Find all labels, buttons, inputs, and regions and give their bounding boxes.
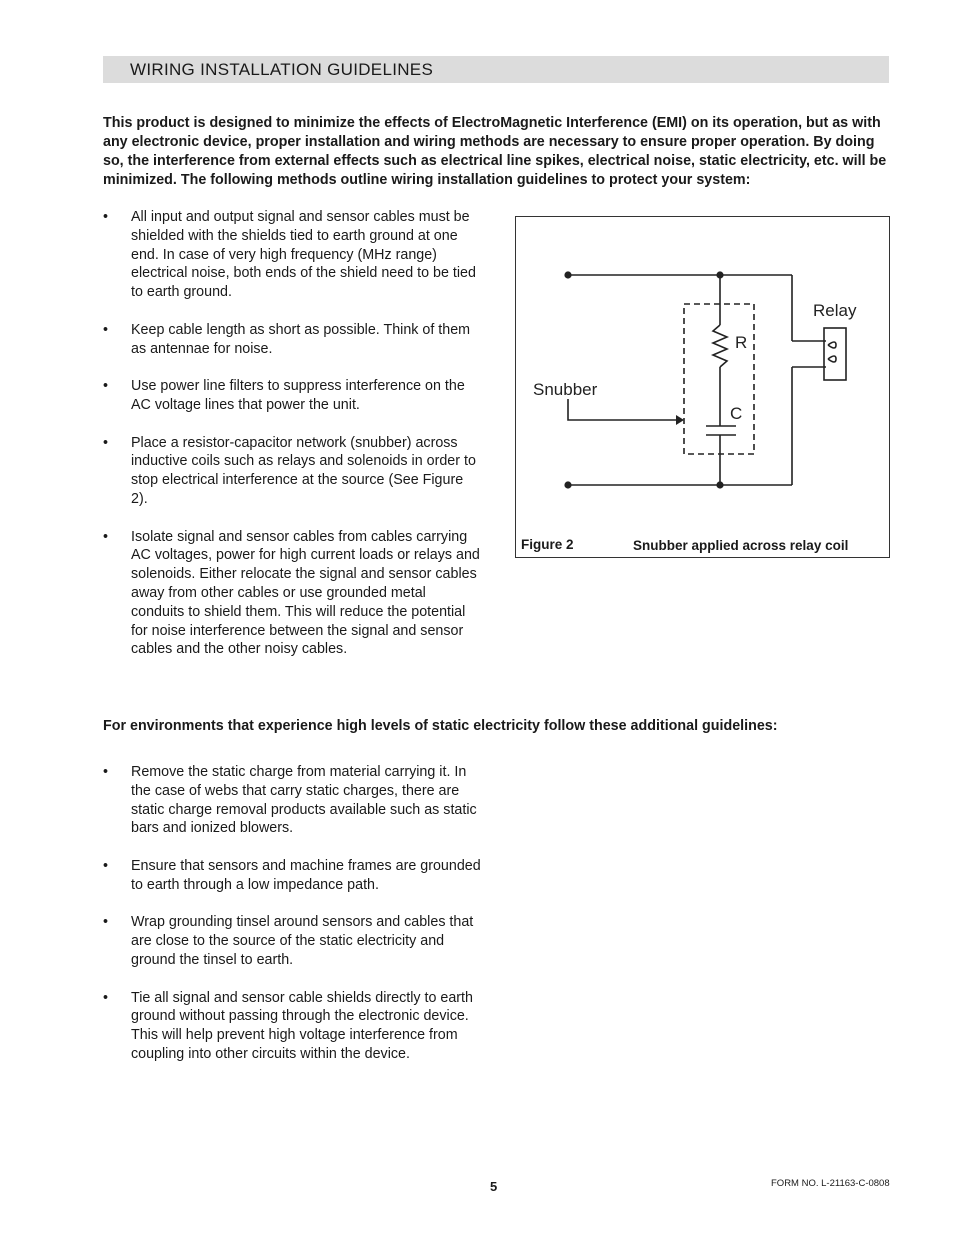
relay-body (824, 328, 846, 380)
bullet-icon: • (103, 914, 109, 931)
bullet-icon: • (103, 378, 109, 395)
figure-caption: Snubber applied across relay coil (633, 538, 849, 553)
static-section-heading: For environments that experience high levels of static electricity follow these additional guidelines: (103, 718, 778, 734)
list-item: • Isolate signal and sensor cables from cables carrying AC voltages, power for high current loads or relays and solenoids. Either relocate the signal and sensor cables away from other cables or use grounded metal conduits to shield them. This will reduce the potential for noise interference between the signal and sensor cables and the other noisy cables. (103, 528, 480, 658)
bullet-icon: • (103, 209, 109, 225)
list-item: • Place a resistor-capacitor network (snubber) across inductive coils such as relays and solenoids in order to stop electrical interference at the source (See Figure 2). (103, 434, 476, 507)
resistor-label: R (735, 333, 748, 352)
figure-label: Figure 2 (521, 537, 574, 552)
bullet-icon: • (103, 764, 109, 780)
static-guidelines-list (103, 763, 483, 1083)
bullet-icon: • (103, 528, 109, 545)
bullet-icon: • (103, 857, 109, 874)
list-item: • Keep cable length as short as possible. Think of them as antennae for noise. (103, 321, 471, 357)
bullet-icon: • (103, 321, 109, 338)
intro-text: This product is designed to minimize the effects of ElectroMagnetic Interference (EMI) on its operation, but as with any electronic device, proper installation and wiring methods are necessary to ensure proper operation. By doing so, the interference from external effects such as electrical line spikes, electrical noise, static electricity, etc. will be minimized. The following methods outline wiring installation guidelines to protect your system: (103, 115, 887, 188)
terminal-dot (564, 271, 571, 278)
terminal-dot (564, 481, 571, 488)
snubber-label: Snubber (533, 380, 598, 399)
section-title: WIRING INSTALLATION GUIDELINES (130, 60, 434, 79)
junction-dot (716, 271, 723, 278)
list-item: • Wrap grounding tinsel around sensors and cables that are close to the source of the static electricity and ground the tinsel to earth. (103, 914, 474, 968)
list-item: • Remove the static charge from material carrying it. In the case of webs that carry static charges, there are static charge removal products available such as static bars and ionized blowers. (103, 764, 477, 837)
form-number: FORM NO. L-21163-C-0808 (771, 1178, 890, 1189)
emi-guidelines-list (103, 208, 483, 678)
relay-coil-symbol (828, 342, 836, 362)
arrow-head-icon (676, 415, 684, 425)
list-item: • All input and output signal and sensor cables must be shielded with the shields tied to earth ground at one end. In case of very high frequency (MHz range) electrical noise, both ends of the shield need to be tied to earth ground. (103, 209, 476, 301)
section-header-bar (103, 56, 889, 83)
intro-paragraph (103, 114, 893, 190)
page-number: 5 (490, 1179, 498, 1194)
list-item: • Use power line filters to suppress interference on the AC voltage lines that power the unit. (103, 378, 465, 413)
bullet-icon: • (103, 989, 109, 1006)
snubber-arrow-line (568, 399, 676, 420)
list-item: • Tie all signal and sensor cable shields directly to earth ground without passing through the electronic device. This will help prevent high voltage interference from coupling into other circuits within the device. (103, 989, 473, 1062)
relay-label: Relay (813, 301, 857, 320)
snubber-circuit-diagram (516, 217, 889, 557)
list-item: • Ensure that sensors and machine frames are grounded to earth through a low impedance path. (103, 857, 481, 893)
resistor-symbol (713, 325, 727, 367)
junction-dot (716, 481, 723, 488)
figure-2 (515, 216, 890, 558)
capacitor-label: C (730, 404, 743, 423)
bullet-icon: • (103, 434, 109, 451)
